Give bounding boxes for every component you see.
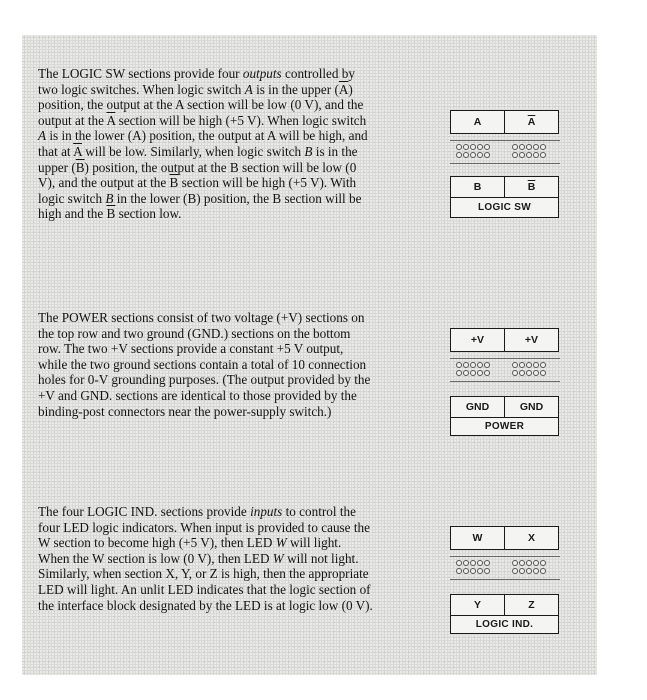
connection-hole — [470, 362, 476, 368]
inputs-emphasis: inputs — [250, 504, 283, 519]
connection-hole — [519, 144, 525, 150]
connection-hole — [463, 560, 469, 566]
connection-hole — [463, 370, 469, 376]
connection-hole — [484, 568, 490, 574]
connection-hole — [512, 568, 518, 574]
text-run: will light. When the W section is low (0 V), then LED — [38, 535, 342, 566]
gnd-section-right: GND — [504, 397, 558, 417]
connection-hole — [519, 362, 525, 368]
connection-hole — [484, 144, 490, 150]
b-bar-symbol: $\overline{B}$ — [106, 206, 116, 222]
a-bar-symbol: $\overline{A}$ — [106, 112, 116, 128]
connection-hole — [484, 362, 490, 368]
connection-hole — [463, 568, 469, 574]
connection-hole — [512, 362, 518, 368]
b-section: B — [473, 181, 482, 193]
connection-hole — [526, 370, 532, 376]
connection-hole — [470, 370, 476, 376]
a-bar-symbol: $\overline{A}$ — [338, 81, 349, 97]
connection-hole — [526, 152, 532, 158]
led-w-italic: W — [272, 550, 284, 566]
text-run: is in the upper ( — [252, 81, 339, 97]
logic-sw-diagram — [450, 110, 560, 220]
connection-hole — [484, 560, 490, 566]
connection-hole — [484, 152, 490, 158]
connection-hole — [470, 152, 476, 158]
z-section: Z — [504, 595, 558, 615]
x-section: X — [504, 527, 558, 549]
connection-hole — [540, 152, 546, 158]
connection-hole — [519, 370, 525, 376]
hole-group-left — [456, 560, 491, 574]
connection-hole — [519, 568, 525, 574]
text-run: controlled by two logic switches. When logic switch — [38, 66, 355, 97]
connection-hole — [526, 568, 532, 574]
a-bar-section: $\overline{A}$ — [504, 111, 558, 133]
text-run: section will be high (+5 V). When logic switch — [115, 112, 367, 128]
connection-hole — [540, 144, 546, 150]
y-section: Y — [473, 599, 481, 611]
text-run: in the lower (B) position, the B section will be high and the — [38, 190, 362, 222]
hole-group-right — [512, 560, 547, 574]
a-section: A — [473, 116, 482, 128]
connection-hole — [533, 370, 539, 376]
connection-hole — [477, 362, 483, 368]
text-run: ) position, the output at the B section will be low (0 V), and the output at the — [38, 159, 357, 191]
connection-hole — [519, 152, 525, 158]
logic-sw-bottom-row — [450, 176, 559, 198]
b-bar-section: $\overline{B}$ — [504, 177, 558, 197]
logic-ind-description — [38, 504, 373, 613]
connection-hole — [526, 560, 532, 566]
logic-ind-bottom-row — [450, 594, 559, 616]
connection-hole — [540, 560, 546, 566]
hole-group-left — [456, 362, 491, 376]
text-run: is in the lower (A) position, the output at A will be high, and that at — [38, 128, 368, 159]
text-run: will not light. Similarly, when section X, Y, or Z is high, then the appropriate LED will light. An unlit LED indicates that the logic section of the interface block designated by the LED is at logic low (0 V). — [38, 550, 373, 613]
logic-ind-diagram — [450, 526, 560, 636]
logic-sw-label: LOGIC SW — [450, 198, 559, 218]
connection-hole — [477, 568, 483, 574]
power-description: The POWER sections consist of two voltage (+V) sections on the top row and two ground (GND.) sections on the bottom row. The two +V sections provide a constant +5 V output, while the two ground sections contain a total of 10 connection holes for 0-V grounding purposes. (The output provided by the +V and GND. sections are identical to those provided by the binding-post connectors near the power-supply switch.) — [38, 310, 371, 419]
text-run: section low. — [115, 206, 182, 222]
connection-hole — [540, 370, 546, 376]
switch-a-italic: A — [38, 128, 47, 144]
b-bar-symbol: $\overline{B}$ — [75, 159, 85, 175]
connection-hole — [477, 370, 483, 376]
logic-sw-top-row — [450, 110, 559, 134]
connection-hole — [463, 362, 469, 368]
connection-hole — [519, 560, 525, 566]
plus-v-section-left: +V — [470, 334, 485, 346]
switch-b-italic: B — [105, 190, 114, 206]
connection-hole — [470, 568, 476, 574]
text-run: will be low. Similarly, when logic switch — [81, 143, 305, 159]
switch-a-italic: A — [244, 81, 253, 97]
logic-ind-connection-holes — [450, 556, 560, 580]
connection-hole — [477, 144, 483, 150]
connection-hole — [533, 362, 539, 368]
connection-hole — [512, 152, 518, 158]
connection-hole — [463, 144, 469, 150]
power-bottom-row — [450, 396, 559, 418]
connection-hole — [456, 560, 462, 566]
connection-hole — [477, 152, 483, 158]
connection-hole — [540, 568, 546, 574]
power-label: POWER — [450, 418, 559, 436]
connection-hole — [526, 144, 532, 150]
logic-ind-top-row — [450, 526, 559, 550]
text-run: is in the upper ( — [38, 143, 358, 175]
hole-group-right — [512, 144, 547, 158]
text-run: section will be high (+5 V). With logic switch — [38, 175, 357, 206]
logic-ind-label: LOGIC IND. — [450, 616, 559, 634]
gnd-section-left: GND — [465, 401, 490, 413]
power-top-row — [450, 328, 559, 352]
logic-sw-connection-holes — [450, 140, 560, 164]
outputs-emphasis: outputs — [242, 66, 282, 81]
w-section: W — [472, 532, 483, 544]
connection-hole — [456, 152, 462, 158]
connection-hole — [470, 144, 476, 150]
connection-hole — [526, 362, 532, 368]
power-diagram — [450, 328, 560, 438]
connection-hole — [456, 370, 462, 376]
connection-hole — [484, 370, 490, 376]
connection-hole — [533, 152, 539, 158]
text-run: to control the four LED logic indicators. When input is provided to cause the W section to become high (+5 V), then LED — [38, 504, 370, 551]
switch-b-italic: B — [304, 143, 313, 159]
connection-hole — [512, 370, 518, 376]
connection-hole — [463, 152, 469, 158]
power-connection-holes — [450, 358, 560, 382]
connection-hole — [477, 560, 483, 566]
hole-group-right — [512, 362, 547, 376]
connection-hole — [512, 144, 518, 150]
connection-hole — [533, 144, 539, 150]
logic-sw-description — [38, 66, 373, 222]
text-run: The four LOGIC IND. sections provide — [38, 504, 251, 519]
a-bar-symbol: $\overline{A}$ — [73, 143, 82, 159]
b-bar-symbol: $\overline{B}$ — [169, 175, 179, 191]
connection-hole — [512, 560, 518, 566]
connection-hole — [456, 144, 462, 150]
connection-hole — [470, 560, 476, 566]
text-run: ) position, the output at the A section will be low (0 V), and the output at the — [38, 81, 364, 128]
connection-hole — [533, 560, 539, 566]
connection-hole — [456, 362, 462, 368]
connection-hole — [456, 568, 462, 574]
connection-hole — [533, 568, 539, 574]
plus-v-section-right: +V — [504, 329, 558, 351]
connection-hole — [540, 362, 546, 368]
hole-group-left — [456, 144, 491, 158]
text-run: The LOGIC SW sections provide four — [38, 66, 243, 81]
led-w-italic: W — [275, 535, 287, 551]
